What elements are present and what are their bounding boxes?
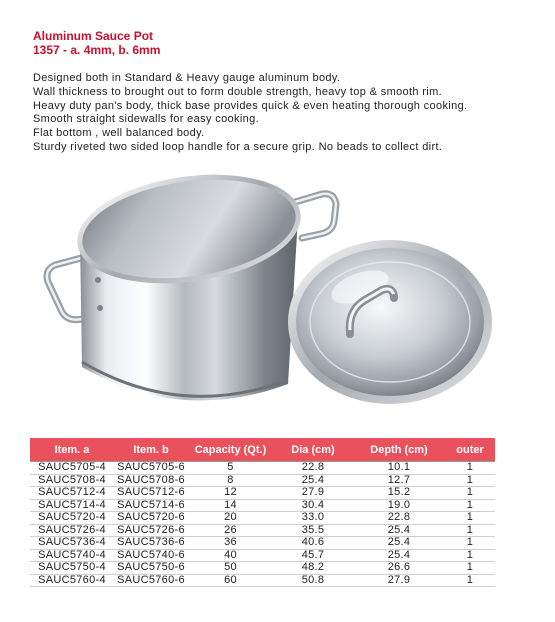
table-cell: SAUC5720-6 <box>114 512 188 525</box>
table-cell: 20 <box>188 512 273 525</box>
description-line: Sturdy riveted two sided loop handle for a secure grip. No beads to collect dirt. <box>33 140 443 153</box>
table-row <box>30 462 495 475</box>
description-line: Flat bottom , well balanced body. <box>33 127 205 140</box>
column-header-item-b: Item. b <box>114 438 188 462</box>
table-row <box>30 487 495 500</box>
description-line: Heavy duty pan's body, thick base provides quick & even heating thorough cooking. <box>33 99 468 112</box>
table-cell: 15.2 <box>353 487 445 500</box>
table-cell: SAUC5760-4 <box>30 574 114 587</box>
table-row <box>30 512 495 525</box>
table-cell: 26.6 <box>353 562 445 575</box>
table-cell: 1 <box>445 512 495 525</box>
specification-table <box>30 438 495 587</box>
table-cell: 27.9 <box>353 574 445 587</box>
table-cell: 19.0 <box>353 499 445 512</box>
table-cell: 48.2 <box>273 562 353 575</box>
table-cell: 33.0 <box>273 512 353 525</box>
table-cell: 22.8 <box>273 462 353 475</box>
table-cell: 1 <box>445 562 495 575</box>
table-cell: 5 <box>188 462 273 475</box>
table-cell: SAUC5705-6 <box>114 462 188 475</box>
table-cell: 45.7 <box>273 549 353 562</box>
table-cell: SAUC5750-6 <box>114 562 188 575</box>
table-cell: 25.4 <box>353 537 445 550</box>
table-cell: SAUC5736-6 <box>114 537 188 550</box>
table-cell: 12 <box>188 487 273 500</box>
table-row <box>30 549 495 562</box>
description-line: Smooth straight sidewalls for easy cooking. <box>33 113 259 126</box>
table-cell: SAUC5726-6 <box>114 524 188 537</box>
table-row <box>30 537 495 550</box>
table-cell: 1 <box>445 499 495 512</box>
column-header-dia: Dia (cm) <box>273 438 353 462</box>
table-cell: 50 <box>188 562 273 575</box>
table-cell: SAUC5760-6 <box>114 574 188 587</box>
table-cell: 50.8 <box>273 574 353 587</box>
product-description <box>33 72 543 155</box>
table-header-row <box>30 438 495 462</box>
table-cell: 1 <box>445 474 495 487</box>
table-cell: SAUC5712-4 <box>30 487 114 500</box>
table-cell: SAUC5708-4 <box>30 474 114 487</box>
table-cell: 1 <box>445 549 495 562</box>
table-cell: 8 <box>188 474 273 487</box>
table-row <box>30 574 495 587</box>
table-row <box>30 562 495 575</box>
product-heading <box>33 29 160 57</box>
table-cell: 27.9 <box>273 487 353 500</box>
table-cell: 40 <box>188 549 273 562</box>
table-cell: 10.1 <box>353 462 445 475</box>
column-header-depth: Depth (cm) <box>353 438 445 462</box>
column-header-item-a: Item. a <box>30 438 114 462</box>
table-row <box>30 499 495 512</box>
product-subtitle: 1357 - a. 4mm, b. 6mm <box>33 43 161 57</box>
table-cell: SAUC5740-4 <box>30 549 114 562</box>
table-cell: 40.6 <box>273 537 353 550</box>
table-cell: 35.5 <box>273 524 353 537</box>
table-cell: SAUC5714-6 <box>114 499 188 512</box>
table-cell: 30.4 <box>273 499 353 512</box>
table-cell: 1 <box>445 574 495 587</box>
table-cell: SAUC5712-6 <box>114 487 188 500</box>
product-title: Aluminum Sauce Pot <box>33 29 154 43</box>
table-row <box>30 524 495 537</box>
table-cell: SAUC5720-4 <box>30 512 114 525</box>
description-line: Designed both in Standard & Heavy gauge aluminum body. <box>33 72 341 84</box>
table-cell: 25.4 <box>353 549 445 562</box>
table-cell: 26 <box>188 524 273 537</box>
table-cell: SAUC5736-4 <box>30 537 114 550</box>
table-cell: SAUC5708-6 <box>114 474 188 487</box>
table-cell: SAUC5705-4 <box>30 462 114 475</box>
table-cell: 14 <box>188 499 273 512</box>
table-cell: SAUC5750-4 <box>30 562 114 575</box>
table-row <box>30 474 495 487</box>
table-cell: 25.4 <box>273 474 353 487</box>
table-cell: 1 <box>445 537 495 550</box>
column-header-capacity: Capacity (Qt.) <box>188 438 273 462</box>
table-cell: 12.7 <box>353 474 445 487</box>
table-cell: 1 <box>445 462 495 475</box>
table-cell: 22.8 <box>353 512 445 525</box>
table-cell: 25.4 <box>353 524 445 537</box>
table-cell: 60 <box>188 574 273 587</box>
table-cell: SAUC5726-4 <box>30 524 114 537</box>
table-cell: SAUC5740-6 <box>114 549 188 562</box>
column-header-outer: outer <box>445 438 495 462</box>
sauce-pot-image <box>30 162 510 427</box>
description-line: Wall thickness to brought out to form double strength, heavy top & smooth rim. <box>33 85 443 98</box>
table-cell: SAUC5714-4 <box>30 499 114 512</box>
table-cell: 36 <box>188 537 273 550</box>
table-cell: 1 <box>445 487 495 500</box>
table-cell: 1 <box>445 524 495 537</box>
